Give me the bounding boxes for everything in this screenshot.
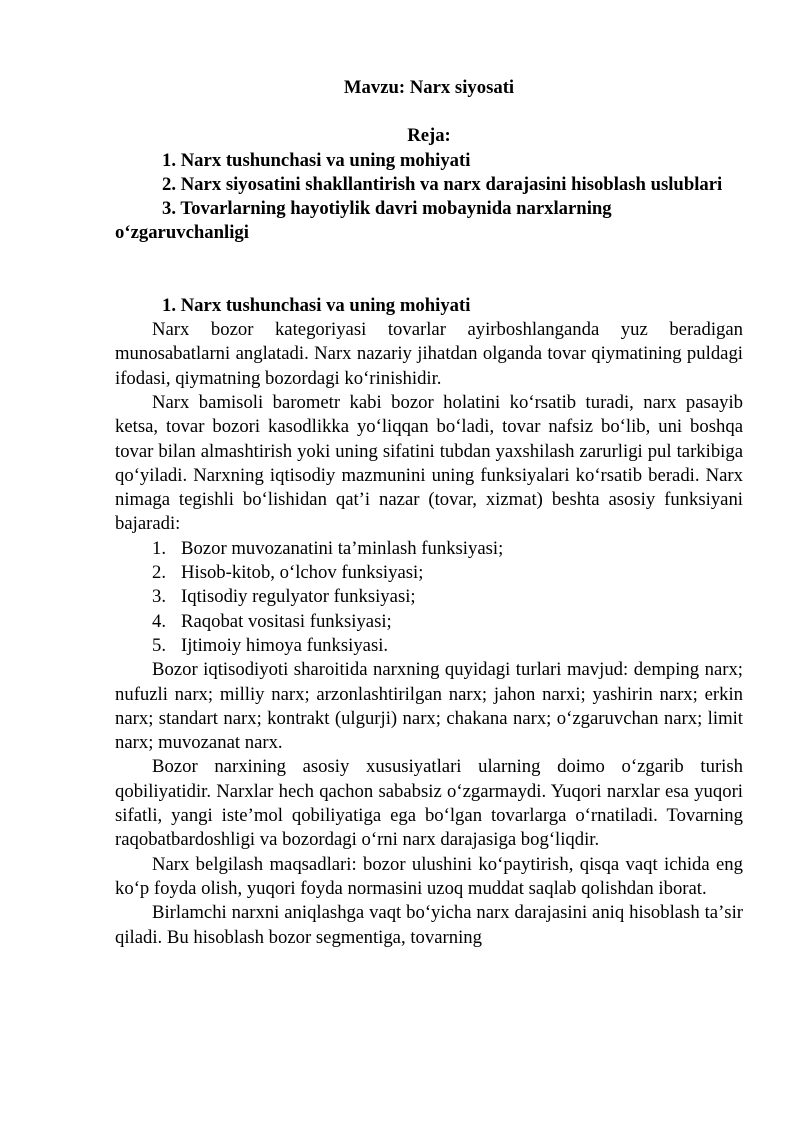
list-item	[115, 561, 743, 585]
plan-item-2: 2. Narx siyosatini shakllantirish va narx darajasini hisoblash uslublari	[162, 173, 723, 195]
paragraph: Bozor iqtisodiyoti sharoitida narxning quyidagi turlari mavjud: demping narx; nufuzli narx; milliy narx; arzonlashtirilgan narx; jahon narxi; yashirin narx; erkin narx; standart narx; kontrakt (ulgurji) narx; chakana narx; oʻzgaruvchan narx; limit narx; muvozanat narx.	[115, 659, 743, 754]
functions-list	[115, 537, 743, 658]
list-item	[115, 585, 743, 609]
list-item-number: 3.	[152, 586, 167, 608]
paragraph: Narx belgilash maqsadlari: bozor ulushini koʻpaytirish, qisqa vaqt ichida eng koʻp foyda olish, yuqori foyda normasini uzoq muddat saqlab qolishdan iborat.	[115, 853, 743, 899]
list-item	[115, 610, 743, 634]
paragraph: Bozor narxining asosiy xususiyatlari ularning doimo oʻzgarib turish qobiliyatidir. Narxlar hech qachon sababsiz oʻzgarmaydi. Yuqori narxlar esa yuqori sifatli, yangi isteʼmol qobiliyatiga ega boʻlgan tovarlarga oʻrnatiladi. Tovarning raqobatbardoshligi va bozordagi oʻrni narx darajasiga bogʻliqdir.	[115, 756, 743, 851]
list-item-number: 4.	[152, 610, 167, 632]
plan-heading: Reja:	[407, 125, 451, 147]
plan-item-3: 3. Tovarlarning hayotiylik davri mobaynida narxlarning oʻzgaruvchanligi	[115, 198, 612, 244]
spacer	[115, 246, 743, 294]
document-title: Mavzu: Narx siyosati	[343, 77, 515, 98]
list-item-number: 5.	[152, 634, 167, 656]
paragraph: Narx bamisoli barometr kabi bozor holatini koʻrsatib turadi, narx pasayib ketsa, tovar bozori kasodlikka yoʻliqqan boʻladi, tovar nafsiz boʻlib, uni boshqa tovar bilan almashtirish yoki uning sifatini tubdan yaxshilash zarurligi pul tarkibiga qoʻyiladi. Narxning iqtisodiy mazmunini uning funksiyalari koʻrsatib beradi. Narx nimaga tegishli boʻlishidan qatʼi nazar (tovar, xizmat) beshta asosiy funksiyani bajaradi:	[115, 391, 743, 535]
section-heading: 1. Narx tushunchasi va uning mohiyati	[162, 294, 471, 316]
paragraph: Birlamchi narxni aniqlashga vaqt boʻyicha narx darajasini aniq hisoblash taʼsir qiladi. Bu hisoblash bozor segmentiga, tovarning	[115, 902, 743, 948]
document-page	[115, 76, 743, 950]
list-item-text: Iqtisodiy regulyator funksiyasi;	[181, 586, 416, 608]
list-item-text: Raqobat vositasi funksiyasi;	[181, 610, 392, 632]
list-item-text: Ijtimoiy himoya funksiyasi.	[181, 634, 389, 656]
spacer	[115, 100, 743, 124]
list-item	[115, 634, 743, 658]
plan-item-1: 1. Narx tushunchasi va uning mohiyati	[162, 149, 471, 171]
list-item-text: Hisob-kitob, oʻlchov funksiyasi;	[181, 562, 424, 584]
paragraph: Narx bozor kategoriyasi tovarlar ayirboshlanganda yuz beradigan munosabatlarni anglatadi. Narx nazariy jihatdan olganda tovar qiymatining puldagi ifodasi, qiymatning bozordagi koʻrinishidir.	[115, 319, 743, 389]
list-item-number: 1.	[152, 537, 167, 559]
list-item	[115, 537, 743, 561]
list-item-number: 2.	[152, 562, 167, 584]
list-item-text: Bozor muvozanatini taʼminlash funksiyasi;	[181, 537, 504, 559]
